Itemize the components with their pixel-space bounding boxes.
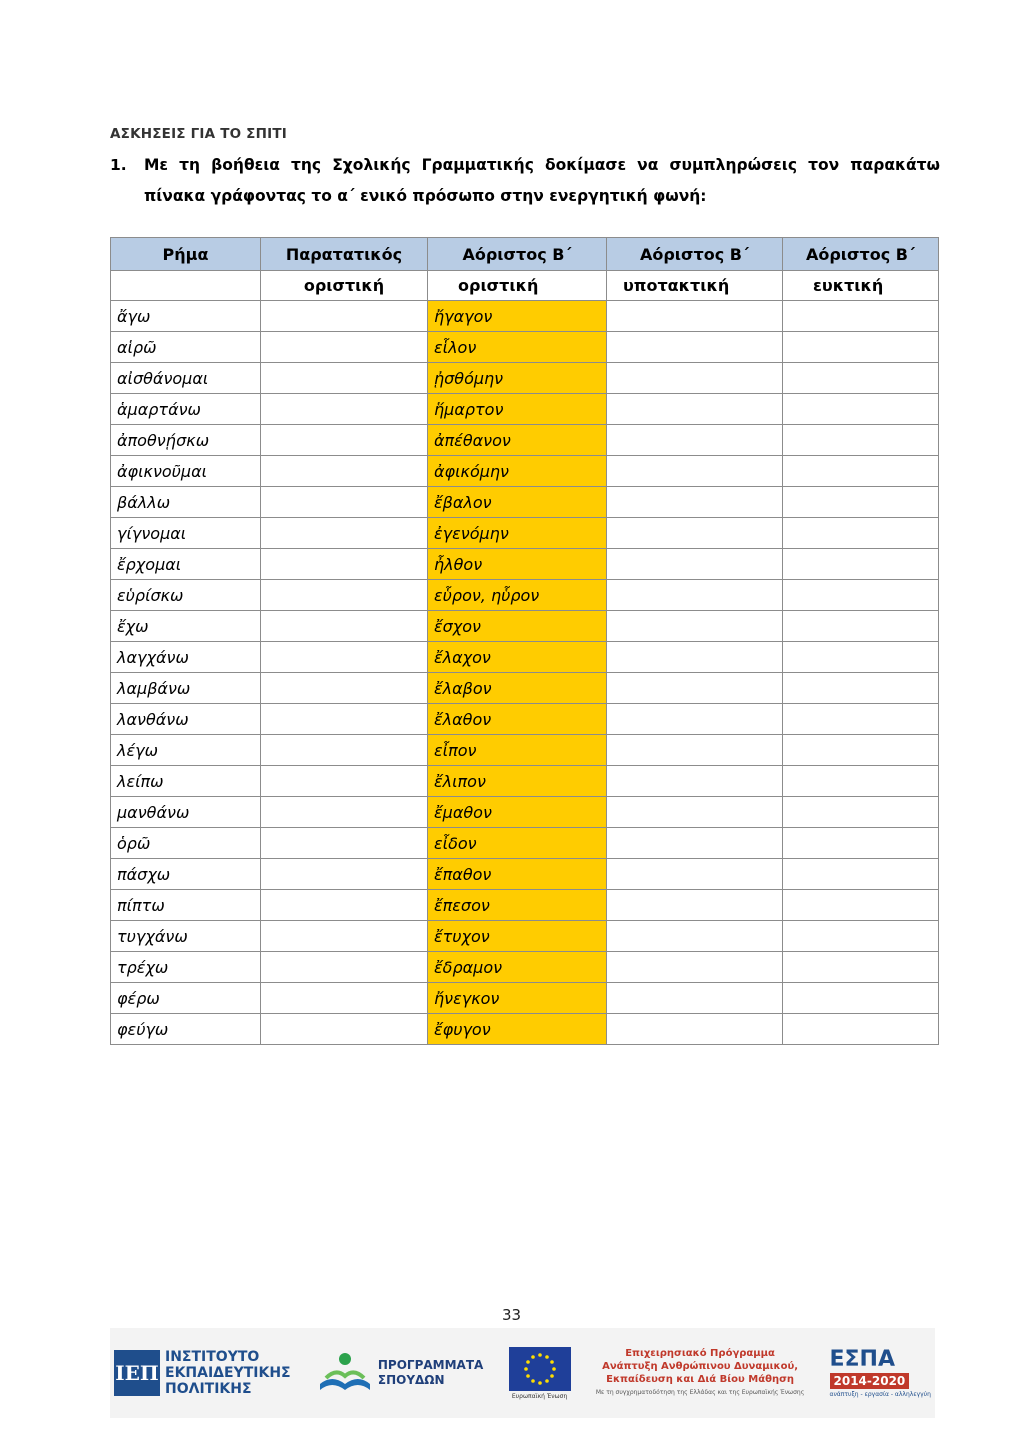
aorist-subjunctive-cell <box>607 890 783 921</box>
aorist-optative-cell <box>783 363 939 394</box>
espa-subtitle: ανάπτυξη - εργασία - αλληλεγγύη <box>829 1390 931 1398</box>
verb-cell: λείπω <box>111 766 261 797</box>
table-row <box>111 456 939 487</box>
aorist-optative-cell <box>783 673 939 704</box>
aorist-indicative-cell: ἔπαθον <box>428 859 607 890</box>
table-row <box>111 580 939 611</box>
aorist-optative-cell <box>783 301 939 332</box>
table-row <box>111 394 939 425</box>
verb-cell: αἱρῶ <box>111 332 261 363</box>
verb-cell: λαμβάνω <box>111 673 261 704</box>
table-header-row <box>111 238 939 271</box>
imperfect-cell <box>261 456 428 487</box>
iep-logo-mark: ΙΕΠ <box>114 1350 160 1396</box>
aorist-indicative-cell: ἔπεσον <box>428 890 607 921</box>
aorist-optative-cell <box>783 611 939 642</box>
aorist-optative-cell <box>783 456 939 487</box>
aorist-subjunctive-cell <box>607 828 783 859</box>
imperfect-cell <box>261 983 428 1014</box>
imperfect-cell <box>261 704 428 735</box>
imperfect-cell <box>261 549 428 580</box>
aorist-indicative-cell: ἔσχον <box>428 611 607 642</box>
aorist-subjunctive-cell <box>607 394 783 425</box>
aorist-indicative-cell: ἦλθον <box>428 549 607 580</box>
verb-cell: εὑρίσκω <box>111 580 261 611</box>
verb-cell: λανθάνω <box>111 704 261 735</box>
table-row <box>111 611 939 642</box>
aorist-subjunctive-cell <box>607 425 783 456</box>
aorist-indicative-cell: ἔφυγον <box>428 1014 607 1045</box>
aorist-optative-cell <box>783 425 939 456</box>
iep-logo-text: ΙΝΣΤΙΤΟΥΤΟ ΕΚΠΑΙΔΕΥΤΙΚΗΣ ΠΟΛΙΤΙΚΗΣ <box>165 1349 291 1397</box>
subheader-aorist-optative: ευκτική <box>783 271 939 301</box>
verb-cell: λαγχάνω <box>111 642 261 673</box>
aorist-subjunctive-cell <box>607 673 783 704</box>
page-number: 33 <box>501 1306 522 1324</box>
aorist-subjunctive-cell <box>607 642 783 673</box>
header-imperfect: Παρατατικός <box>261 238 428 271</box>
table-row <box>111 735 939 766</box>
aorist-optative-cell <box>783 580 939 611</box>
eu-caption: Ευρωπαϊκή Ένωση <box>511 1392 568 1400</box>
aorist-indicative-cell: ἔμαθον <box>428 797 607 828</box>
aorist-optative-cell <box>783 549 939 580</box>
table-row <box>111 301 939 332</box>
imperfect-cell <box>261 735 428 766</box>
aorist-indicative-cell: ἔδραμον <box>428 952 607 983</box>
aorist-subjunctive-cell <box>607 859 783 890</box>
verb-cell: βάλλω <box>111 487 261 518</box>
aorist-subjunctive-cell <box>607 983 783 1014</box>
imperfect-cell <box>261 828 428 859</box>
table-row <box>111 859 939 890</box>
imperfect-cell <box>261 518 428 549</box>
aorist-indicative-cell: ἔλαθον <box>428 704 607 735</box>
aorist-optative-cell <box>783 797 939 828</box>
table-row <box>111 704 939 735</box>
aorist-indicative-cell: εἷλον <box>428 332 607 363</box>
aorist-indicative-cell: ἥμαρτον <box>428 394 607 425</box>
imperfect-cell <box>261 859 428 890</box>
aorist-optative-cell <box>783 890 939 921</box>
aorist-indicative-cell: ἤγαγον <box>428 301 607 332</box>
table-row <box>111 921 939 952</box>
aorist-indicative-cell: ᾐσθόμην <box>428 363 607 394</box>
subheader-aorist-subjunctive: υποτακτική <box>607 271 783 301</box>
eu-flag-icon <box>509 1347 571 1391</box>
verb-cell: αἰσθάνομαι <box>111 363 261 394</box>
aorist-indicative-cell: ἀφικόμην <box>428 456 607 487</box>
iep-logo <box>114 1349 291 1397</box>
aorist-subjunctive-cell <box>607 735 783 766</box>
aorist-subjunctive-cell <box>607 363 783 394</box>
aorist-subjunctive-cell <box>607 456 783 487</box>
imperfect-cell <box>261 301 428 332</box>
exercise-instruction <box>110 150 940 212</box>
table-subheader-row <box>111 271 939 301</box>
aorist-optative-cell <box>783 332 939 363</box>
imperfect-cell <box>261 487 428 518</box>
aorist-subjunctive-cell <box>607 301 783 332</box>
verb-cell: ἔχω <box>111 611 261 642</box>
verb-cell: γίγνομαι <box>111 518 261 549</box>
aorist-indicative-cell: ἔλιπον <box>428 766 607 797</box>
aorist-optative-cell <box>783 952 939 983</box>
table-row <box>111 797 939 828</box>
table-row <box>111 549 939 580</box>
aorist-indicative-cell: ἔβαλον <box>428 487 607 518</box>
section-title: ΑΣΚΗΣΕΙΣ ΓΙΑ ΤΟ ΣΠΙΤΙ <box>110 126 287 142</box>
header-verb: Ρήμα <box>111 238 261 271</box>
aorist-indicative-cell: ἔλαχον <box>428 642 607 673</box>
imperfect-cell <box>261 394 428 425</box>
aorist-subjunctive-cell <box>607 332 783 363</box>
verb-cell: λέγω <box>111 735 261 766</box>
table-row <box>111 518 939 549</box>
imperfect-cell <box>261 673 428 704</box>
imperfect-cell <box>261 890 428 921</box>
table-row <box>111 766 939 797</box>
aorist-optative-cell <box>783 766 939 797</box>
verb-cell: ἁμαρτάνω <box>111 394 261 425</box>
imperfect-cell <box>261 921 428 952</box>
aorist-optative-cell <box>783 642 939 673</box>
table-row <box>111 363 939 394</box>
book-person-icon <box>316 1350 374 1396</box>
subheader-imperfect: οριστική <box>261 271 428 301</box>
verb-cell: ὁρῶ <box>111 828 261 859</box>
aorist-optative-cell <box>783 859 939 890</box>
aorist-optative-cell <box>783 983 939 1014</box>
verb-cell: μανθάνω <box>111 797 261 828</box>
table-row <box>111 828 939 859</box>
aorist-indicative-cell: εἶδον <box>428 828 607 859</box>
study-programs-text: ΠΡΟΓΡΑΜΜΑΤΑ ΣΠΟΥΔΩΝ <box>377 1358 484 1387</box>
aorist-subjunctive-cell <box>607 487 783 518</box>
aorist-subjunctive-cell <box>607 1014 783 1045</box>
imperfect-cell <box>261 425 428 456</box>
espa-years: 2014-2020 <box>830 1373 910 1389</box>
aorist-optative-cell <box>783 828 939 859</box>
table-row <box>111 983 939 1014</box>
aorist-indicative-cell: ἀπέθανον <box>428 425 607 456</box>
aorist-subjunctive-cell <box>607 952 783 983</box>
table-row <box>111 332 939 363</box>
exercise-text: Με τη βοήθεια της Σχολικής Γραμματικής δοκίμασε να συμπληρώσεις τον παρακάτω πίνακα γράφοντας το α΄ ενικό πρόσωπο στην ενεργητική φωνή: <box>144 156 940 205</box>
footer-logos <box>110 1328 935 1418</box>
verb-cell: ἔρχομαι <box>111 549 261 580</box>
imperfect-cell <box>261 797 428 828</box>
espa-logo <box>829 1346 931 1398</box>
table-row <box>111 673 939 704</box>
table-row <box>111 1014 939 1045</box>
header-aorist-subjunctive: Αόριστος Β΄ <box>607 238 783 271</box>
aorist-subjunctive-cell <box>607 797 783 828</box>
aorist-subjunctive-cell <box>607 704 783 735</box>
verb-cell: τρέχω <box>111 952 261 983</box>
verb-cell: ἀφικνοῦμαι <box>111 456 261 487</box>
aorist-subjunctive-cell <box>607 549 783 580</box>
header-aorist-optative: Αόριστος Β΄ <box>783 238 939 271</box>
aorist-subjunctive-cell <box>607 766 783 797</box>
espa-title: ΕΣΠΑ <box>829 1346 895 1372</box>
aorist-optative-cell <box>783 735 939 766</box>
imperfect-cell <box>261 766 428 797</box>
verb-cell: φεύγω <box>111 1014 261 1045</box>
table-row <box>111 890 939 921</box>
table-row <box>111 642 939 673</box>
aorist-indicative-cell: ἔλαβον <box>428 673 607 704</box>
aorist-indicative-cell: ἐγενόμην <box>428 518 607 549</box>
exercise-number: 1. <box>110 156 127 174</box>
table-row <box>111 425 939 456</box>
imperfect-cell <box>261 580 428 611</box>
study-programs-logo <box>316 1350 483 1396</box>
imperfect-cell <box>261 363 428 394</box>
header-aorist-indicative: Αόριστος Β΄ <box>428 238 607 271</box>
imperfect-cell <box>261 332 428 363</box>
aorist-indicative-cell: εἶπον <box>428 735 607 766</box>
aorist-subjunctive-cell <box>607 611 783 642</box>
verb-cell: τυγχάνω <box>111 921 261 952</box>
eu-logo <box>509 1347 571 1400</box>
aorist-optative-cell <box>783 1014 939 1045</box>
imperfect-cell <box>261 1014 428 1045</box>
aorist-indicative-cell: ἤνεγκον <box>428 983 607 1014</box>
verb-cell: πίπτω <box>111 890 261 921</box>
verb-cell: φέρω <box>111 983 261 1014</box>
verb-cell: ἄγω <box>111 301 261 332</box>
aorist-subjunctive-cell <box>607 580 783 611</box>
aorist-subjunctive-cell <box>607 518 783 549</box>
aorist-subjunctive-cell <box>607 921 783 952</box>
verb-cell: ἀποθνῄσκω <box>111 425 261 456</box>
imperfect-cell <box>261 611 428 642</box>
table-row <box>111 487 939 518</box>
aorist-optative-cell <box>783 394 939 425</box>
subheader-aorist-indicative: οριστική <box>428 271 607 301</box>
imperfect-cell <box>261 952 428 983</box>
aorist-indicative-cell: ἔτυχον <box>428 921 607 952</box>
aorist-optative-cell <box>783 518 939 549</box>
subheader-verb <box>111 271 261 301</box>
imperfect-cell <box>261 642 428 673</box>
aorist-optative-cell <box>783 704 939 735</box>
aorist-optative-cell <box>783 921 939 952</box>
table-row <box>111 952 939 983</box>
aorist-optative-cell <box>783 487 939 518</box>
verb-cell: πάσχω <box>111 859 261 890</box>
aorist-indicative-cell: εὗρον, ηὗρον <box>428 580 607 611</box>
verb-table <box>110 237 939 1045</box>
operational-programme-logo: Επιχειρησιακό Πρόγραμμα Ανάπτυξη Ανθρώπινου Δυναμικού, Εκπαίδευση και Διά Βίου Μάθηση Με τη συγχρηματοδότηση της Ελλάδας και της Ευρωπαϊκής Ένωσης <box>595 1348 805 1396</box>
